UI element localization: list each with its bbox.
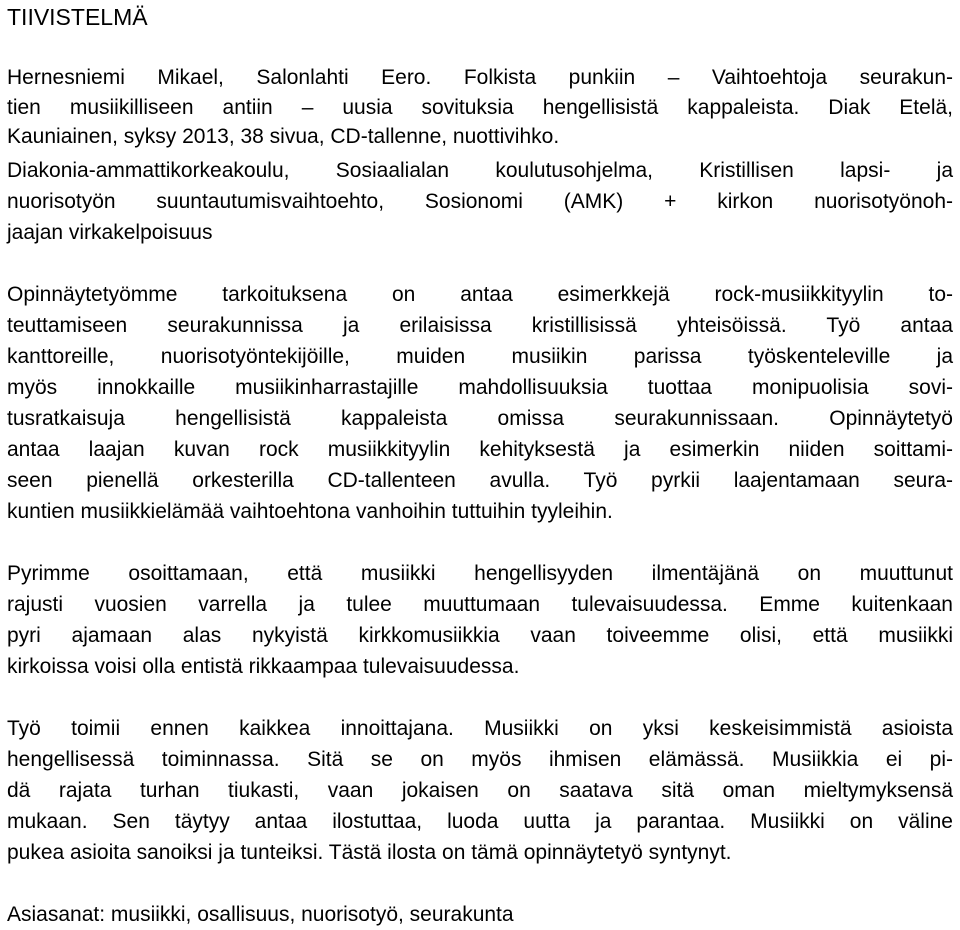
info-line: tien musiikilliseen antiin – uusia sovituksia hengellisistä kappaleista. Diak Etelä,	[7, 96, 953, 119]
info-line: Diakonia-ammattikorkeakoulu, Sosiaalialan koulutusohjelma, Kristillisen lapsi- ja	[7, 159, 953, 182]
paragraph-line: Pyrimme osoittamaan, että musiikki hengellisyyden ilmentäjänä on muuttunut	[7, 562, 953, 585]
page-title: TIIVISTELMÄ	[7, 4, 148, 30]
info-line: jaajan virkakelpoisuus	[7, 221, 213, 244]
paragraph-line: teuttamiseen seurakunnissa ja erilaisissa kristillisissä yhteisöissä. Työ antaa	[7, 314, 953, 337]
paragraph-line: dä rajata turhan tiukasti, vaan jokaisen on saatava sitä oman mieltymyksensä	[7, 779, 953, 802]
paragraph-line: seen pienellä orkesterilla CD-tallenteen avulla. Työ pyrkii laajentamaan seura-	[7, 469, 953, 492]
paragraph-line: Opinnäytetyömme tarkoituksena on antaa esimerkkejä rock-musiikkityylin to-	[7, 283, 953, 306]
paragraph-line: kuntien musiikkielämää vaihtoehtona vanhoihin tuttuihin tyyleihin.	[7, 500, 613, 523]
paragraph-line: myös innokkaille musiikinharrastajille mahdollisuuksia tuottaa monipuolisia sovi-	[7, 376, 953, 399]
paragraph-line: tusratkaisuja hengellisistä kappaleista omissa seurakunnissaan. Opinnäytetyö	[7, 407, 953, 430]
info-line: Hernesniemi Mikael, Salonlahti Eero. Folkista punkiin – Vaihtoehtoja seurakun-	[7, 66, 953, 89]
paragraph-line: pyri ajamaan alas nykyistä kirkkomusiikkia vaan toiveemme olisi, että musiikki	[7, 624, 953, 647]
paragraph-line: pukea asioita sanoiksi ja tunteiksi. Tästä ilosta on tämä opinnäytetyö syntynyt.	[7, 841, 732, 864]
paragraph-line: rajusti vuosien varrella ja tulee muuttumaan tulevaisuudessa. Emme kuitenkaan	[7, 593, 953, 616]
info-line: nuorisotyön suuntautumisvaihtoehto, Sosionomi (AMK) + kirkon nuorisotyönoh-	[7, 190, 953, 213]
paragraph-line: kanttoreille, nuorisotyöntekijöille, muiden musiikin parissa työskenteleville ja	[7, 345, 953, 368]
paragraph-line: kirkoissa voisi olla entistä rikkaampaa tulevaisuudessa.	[7, 655, 520, 678]
paragraph-line: Työ toimii ennen kaikkea innoittajana. Musiikki on yksi keskeisimmistä asioista	[7, 717, 953, 740]
paragraph-line: hengellisessä toiminnassa. Sitä se on myös ihmisen elämässä. Musiikkia ei pi-	[7, 748, 953, 771]
paragraph-line: mukaan. Sen täytyy antaa ilostuttaa, luoda uutta ja parantaa. Musiikki on väline	[7, 810, 953, 833]
keywords: Asiasanat: musiikki, osallisuus, nuorisotyö, seurakunta	[7, 903, 514, 926]
info-line: Kauniainen, syksy 2013, 38 sivua, CD-tallenne, nuottivihko.	[7, 125, 560, 148]
paragraph-line: antaa laajan kuvan rock musiikkityylin kehityksestä ja esimerkin niiden soittami-	[7, 438, 953, 461]
